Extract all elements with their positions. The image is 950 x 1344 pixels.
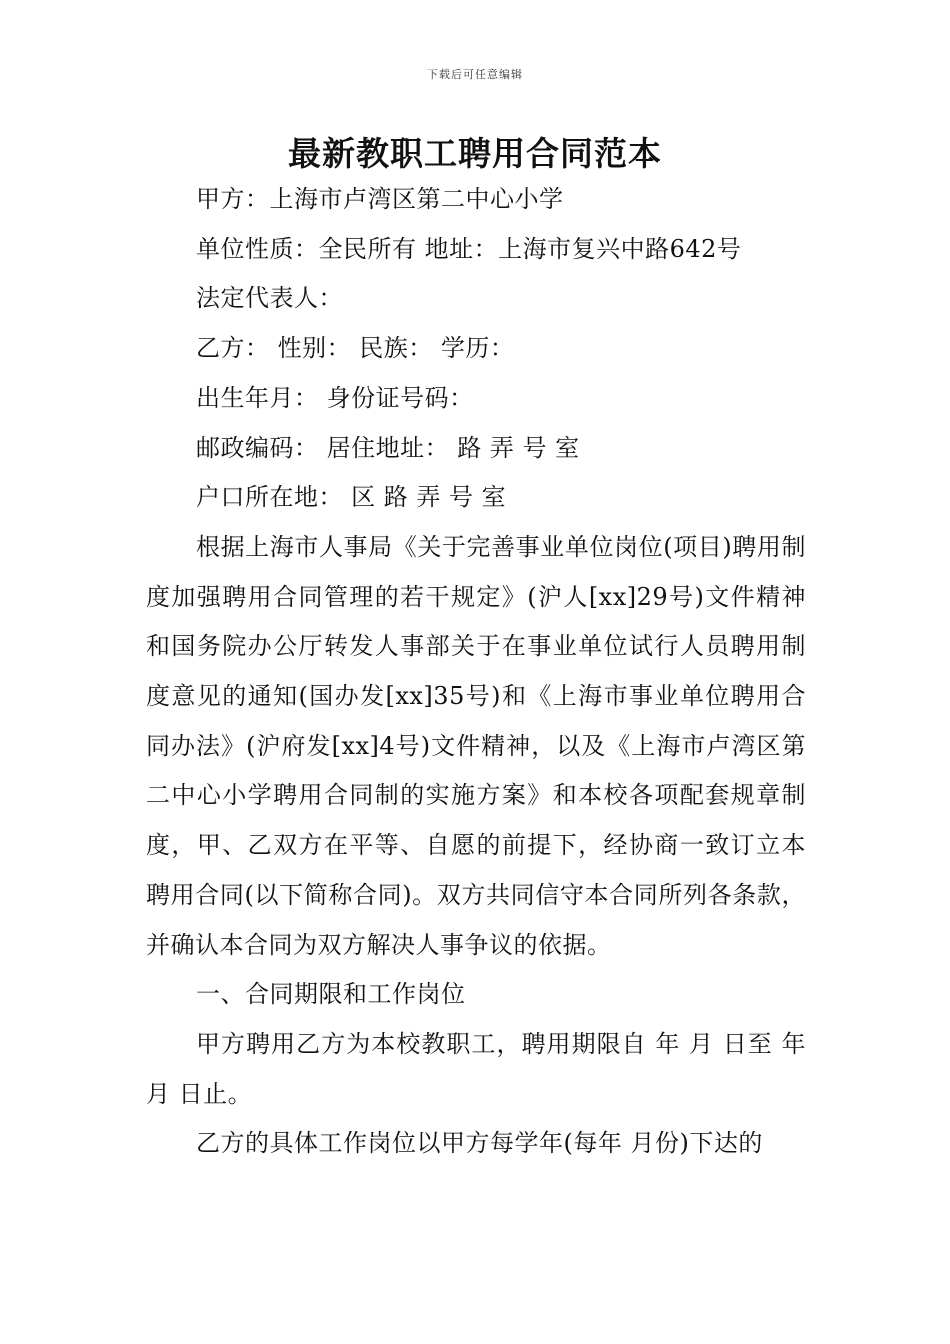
section-1-paragraph-1: 甲方聘用乙方为本校教职工，聘用期限自 年 月 日至 年 月 日止。 [146, 1029, 806, 1108]
section-1-paragraph-2: 乙方的具体工作岗位以甲方每学年(每年 月份)下达的 [196, 1129, 763, 1158]
section-1-heading: 一、合同期限和工作岗位 [196, 980, 466, 1009]
party-b-field: 乙方： 性别： 民族： 学历： [196, 334, 515, 363]
unit-nature-address-field: 单位性质：全民所有 地址：上海市复兴中路642号 [196, 234, 742, 263]
household-registration-field: 户口所在地： 区 路 弄 号 室 [196, 483, 507, 512]
legal-representative-field: 法定代表人： [196, 284, 343, 313]
document-title: 最新教职工聘用合同范本 [288, 134, 662, 173]
birth-id-field: 出生年月： 身份证号码： [196, 383, 474, 412]
document-body [146, 175, 806, 1169]
postal-address-field: 邮政编码： 居住地址： 路 弄 号 室 [196, 433, 580, 462]
preamble-paragraph: 根据上海市人事局《关于完善事业单位岗位(项目)聘用制度加强聘用合同管理的若干规定》(沪人[xx]29号)文件精神和国务院办公厅转发人事部关于在事业单位试行人员聘用制度意见的通知(国办发[xx]35号)和《上海市事业单位聘用合同办法》(沪府发[xx]4号)文件精神，以及《上海市卢湾区第二中心小学聘用合同制的实施方案》和本校各项配套规章制度，甲、乙双方在平等、自愿的前提下，经协商一致订立本聘用合同(以下简称合同)。双方共同信守本合同所列各条款，并确认本合同为双方解决人事争议的依据。 [146, 532, 806, 959]
header-note: 下载后可任意编辑 [427, 68, 523, 81]
party-a-field: 甲方：上海市卢湾区第二中心小学 [196, 185, 564, 213]
